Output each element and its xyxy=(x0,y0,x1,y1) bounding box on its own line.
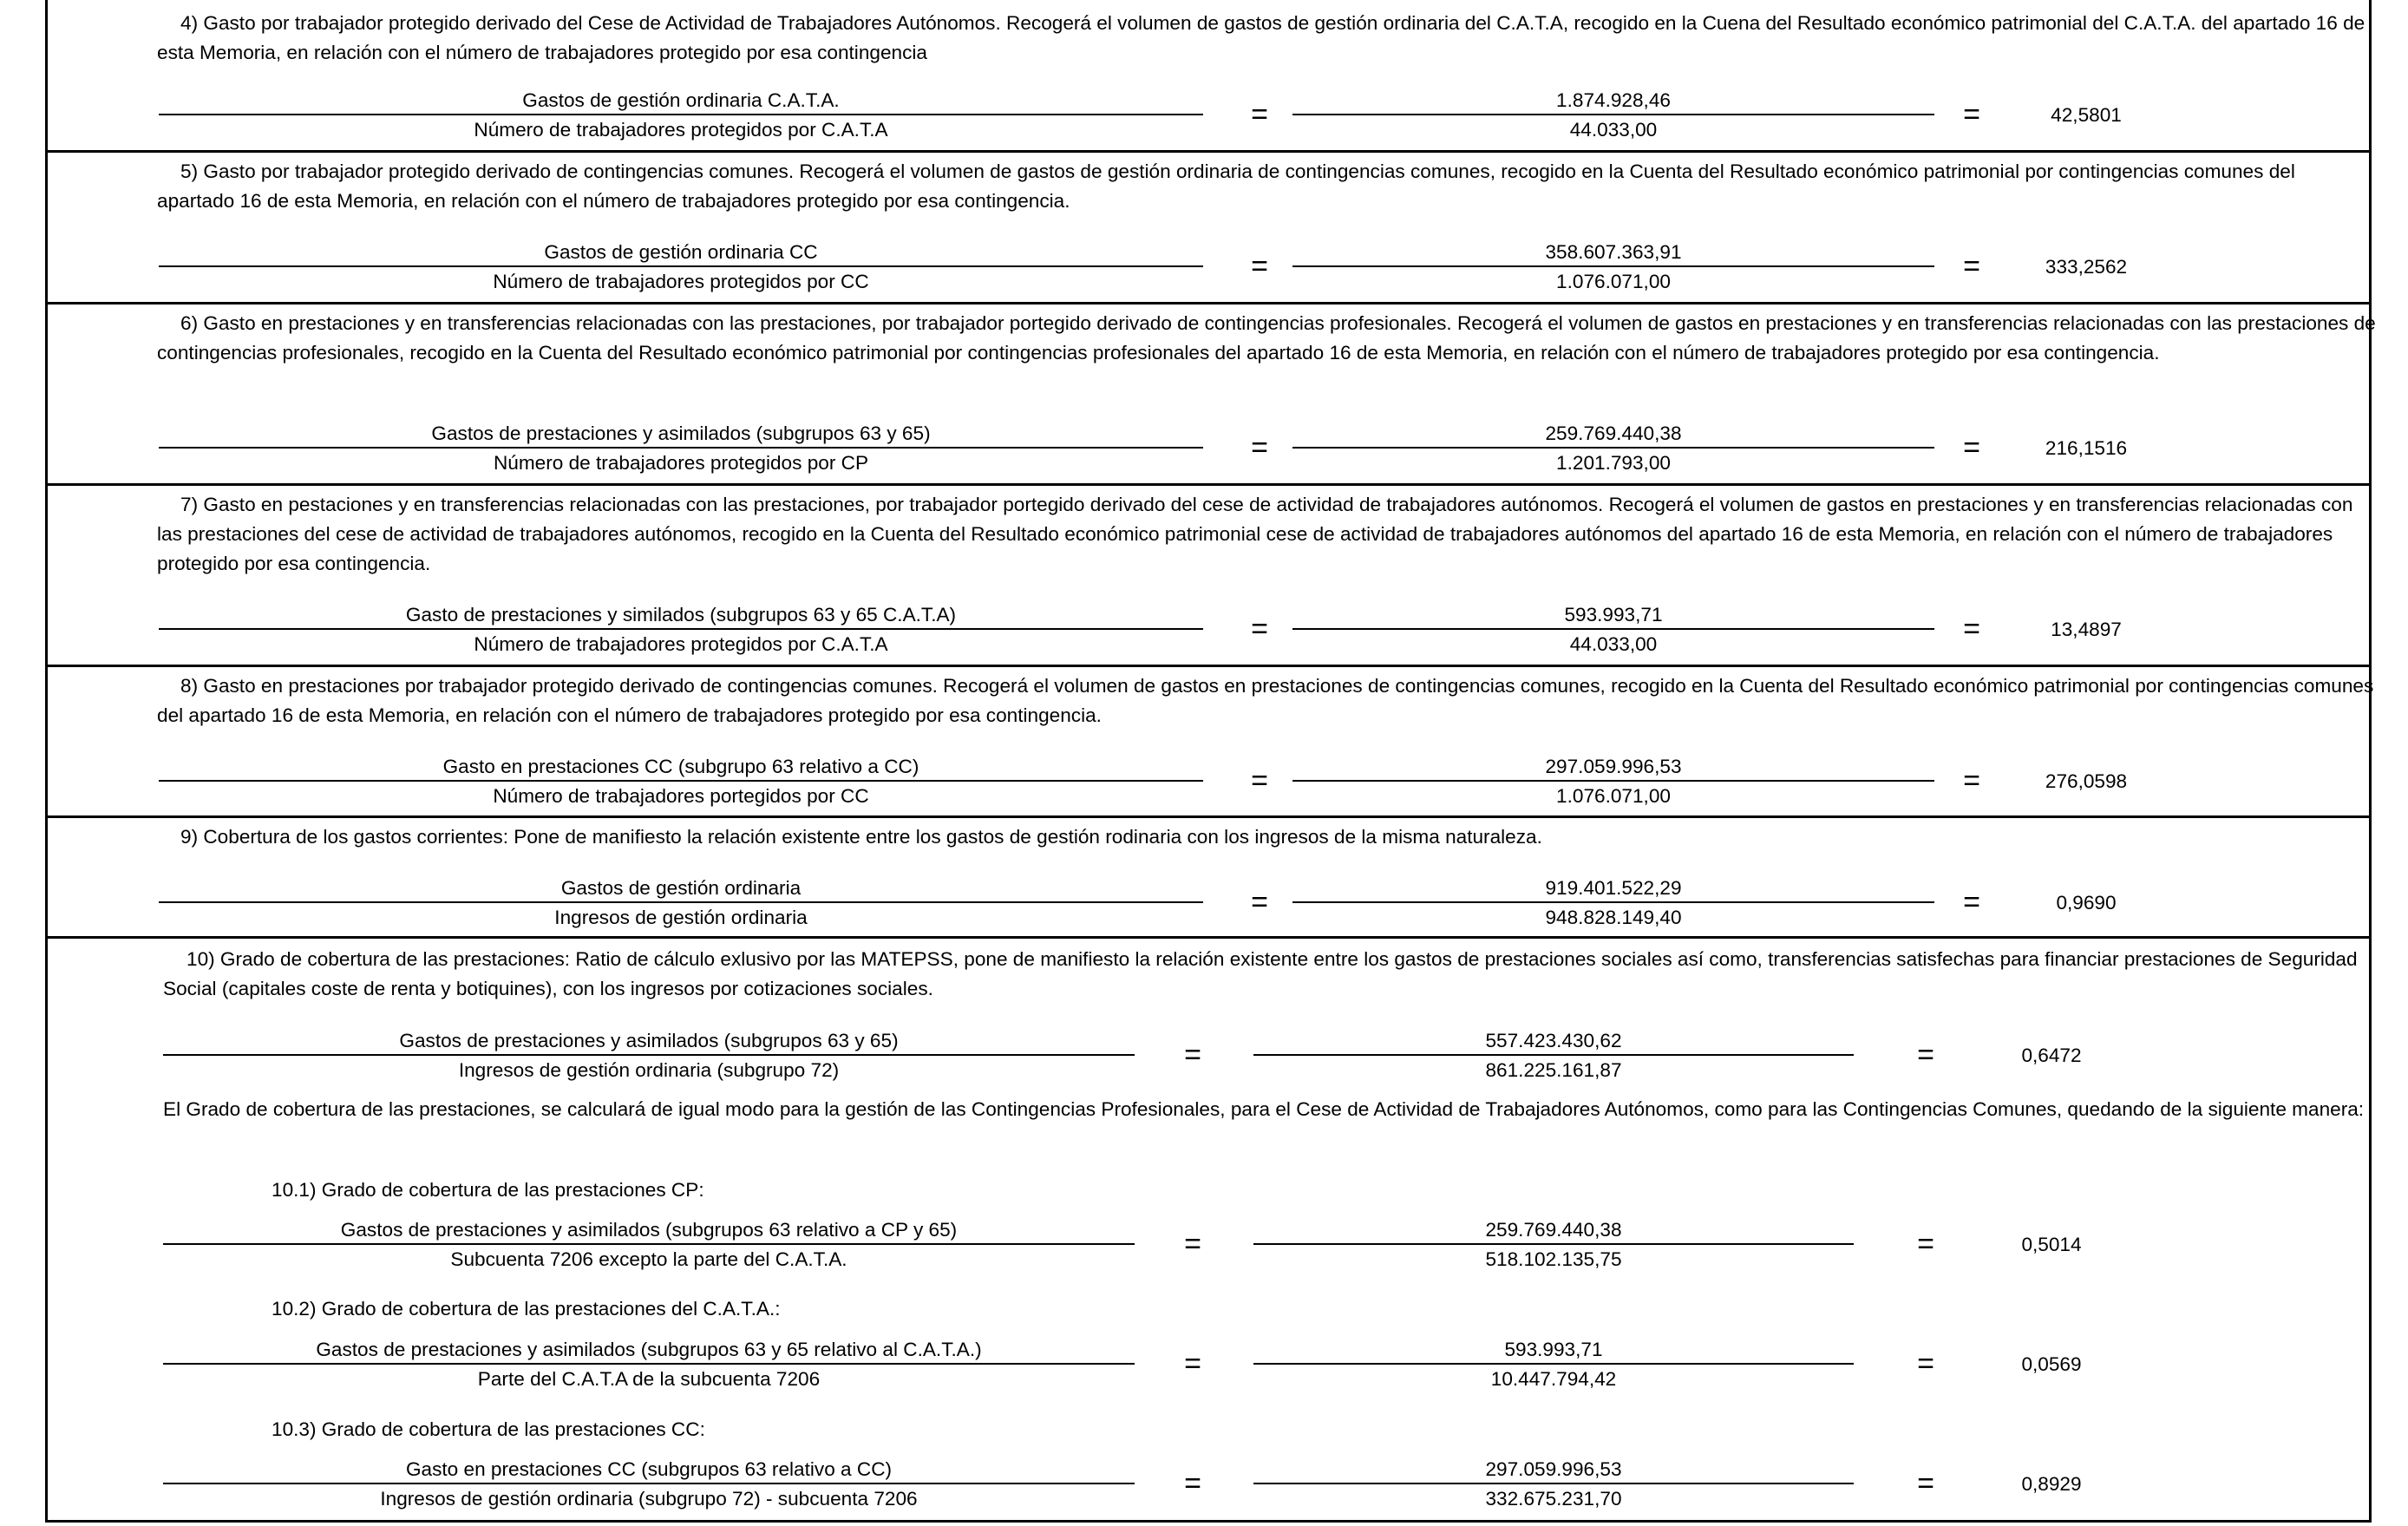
fraction-bar xyxy=(1253,1243,1854,1245)
indicator-section xyxy=(48,0,2369,153)
equals-sign: = xyxy=(1251,250,1268,283)
numerator-label: Gastos de prestaciones y asimilados (subgrupos 63 y 65) xyxy=(431,422,931,444)
indicator-description: 9) Cobertura de los gastos corrientes: Pone de manifiesto la relación existente entre los gastos de gestión rodinaria con los ingresos de la misma naturaleza. xyxy=(180,826,1542,848)
numerator-label: Gastos de prestaciones y asimilados (subgrupos 63 y 65) xyxy=(399,1030,899,1051)
indicator-section xyxy=(48,818,2369,939)
equals-sign: = xyxy=(1251,612,1268,645)
denominator-value: 10.447.794,42 xyxy=(1490,1368,1617,1390)
fraction-bar xyxy=(163,1243,1135,1245)
ratio-result: 13,4897 xyxy=(2051,619,2122,640)
denominator-value: 1.076.071,00 xyxy=(1556,785,1671,807)
ratio-formula xyxy=(48,875,2369,931)
equals-sign: = xyxy=(1184,1228,1201,1261)
ratio-formula xyxy=(48,1457,2369,1512)
denominator-label: Parte del C.A.T.A de la subcuenta 7206 xyxy=(477,1368,821,1390)
ratio-result: 216,1516 xyxy=(2045,437,2128,459)
fraction-bar xyxy=(1292,628,1934,630)
numerator-label: Gastos de gestión ordinaria C.A.T.A. xyxy=(522,89,840,111)
fraction-bar xyxy=(1292,447,1934,449)
equals-sign: = xyxy=(1963,764,1980,797)
indicator-section xyxy=(48,667,2374,818)
coverage-note: El Grado de cobertura de las prestaciones, se calculará de igual modo para la gestión de las Contingencias Profesionales, para el Cese de Actividad de Trabajadores Autónomos, como para las Contingencias Comunes, quedando de la siguiente manera: xyxy=(163,1098,2365,1120)
numerator-label: Gasto en prestaciones CC (subgrupo 63 relativo a CC) xyxy=(442,756,919,777)
sub-indicator-title: 10.2) Grado de cobertura de las prestaciones del C.A.T.A.: xyxy=(272,1298,781,1320)
equals-sign: = xyxy=(1251,764,1268,797)
numerator-value: 1.874.928,46 xyxy=(1556,89,1671,111)
indicator-description: 4) Gasto por trabajador protegido derivado del Cese de Actividad de Trabajadores Autónomos. Recogerá el volumen de gastos de gestión ordinaria del C.A.T.A, recogido en la Cuena del Resultado económico patrimonial del C.A.T.A. del apartado 16 de esta Memoria, en relación con el número de trabajadores protegido por esa contingencia xyxy=(157,12,2365,63)
ratio-result: 333,2562 xyxy=(2045,256,2128,278)
equals-sign: = xyxy=(1917,1347,1934,1380)
fraction-bar xyxy=(163,1054,1135,1056)
equals-sign: = xyxy=(1251,886,1268,919)
numerator-value: 297.059.996,53 xyxy=(1485,1458,1622,1480)
denominator-label: Número de trabajadores protegidos por C.A.T.A xyxy=(474,633,888,655)
equals-sign: = xyxy=(1251,98,1268,131)
indicator-section-10 xyxy=(48,939,2369,1523)
denominator-value: 861.225.161,87 xyxy=(1485,1059,1622,1081)
denominator-label: Número de trabajadores protegidos por CC xyxy=(493,271,869,292)
equals-sign: = xyxy=(1963,886,1980,919)
numerator-value: 919.401.522,29 xyxy=(1545,877,1682,899)
numerator-value: 593.993,71 xyxy=(1564,604,1663,625)
sub-indicator-title: 10.3) Grado de cobertura de las prestaciones CC: xyxy=(272,1418,705,1440)
ratio-formula xyxy=(48,421,2369,476)
indicator-description: 6) Gasto en prestaciones y en transferencias relacionadas con las prestaciones, por trabajador portegido derivado de contingencias profesionales. Recogerá el volumen de gastos en prestaciones y en transferencias relacionadas con las prestaciones de contingencias profesionales, recogido en la Cuenta del Resultado económico patrimonial por contingencias profesionales del apartado 16 de esta Memoria, en relación con el número de trabajadores protegido por esa contingencia. xyxy=(157,312,2376,363)
denominator-value: 44.033,00 xyxy=(1569,633,1658,655)
equals-sign: = xyxy=(1917,1038,1934,1071)
numerator-value: 358.607.363,91 xyxy=(1545,241,1682,263)
document-page xyxy=(45,0,2376,1523)
ratio-formula xyxy=(48,239,2369,295)
equals-sign: = xyxy=(1184,1467,1201,1500)
ratio-result: 0,9690 xyxy=(2056,892,2117,914)
denominator-value: 948.828.149,40 xyxy=(1545,907,1682,928)
ratio-formula xyxy=(48,602,2369,658)
ratio-formula xyxy=(48,1337,2369,1392)
denominator-value: 518.102.135,75 xyxy=(1485,1248,1622,1270)
numerator-label: Gastos de prestaciones y asimilados (subgrupos 63 y 65 relativo al C.A.T.A.) xyxy=(316,1339,982,1360)
denominator-label: Ingresos de gestión ordinaria xyxy=(554,907,808,928)
equals-sign: = xyxy=(1963,250,1980,283)
equals-sign: = xyxy=(1184,1347,1201,1380)
ratio-result: 42,5801 xyxy=(2051,104,2122,126)
equals-sign: = xyxy=(1917,1228,1934,1261)
fraction-bar xyxy=(1292,901,1934,903)
ratio-result: 0,6472 xyxy=(2021,1045,2082,1066)
fraction-bar xyxy=(1292,265,1934,267)
equals-sign: = xyxy=(1963,431,1980,464)
fraction-bar xyxy=(1292,114,1934,115)
fraction-bar xyxy=(159,901,1203,903)
indicator-section xyxy=(48,305,2376,486)
indicator-description: 5) Gasto por trabajador protegido derivado de contingencias comunes. Recogerá el volumen de gastos de gestión ordinaria de contingencias comunes, recogido en la Cuenta del Resultado económico patrimonial por contingencias comunes del apartado 16 de esta Memoria, en relación con el número de trabajadores protegido por esa contingencia. xyxy=(157,160,2295,212)
denominator-label: Número de trabajadores protegidos por CP xyxy=(493,452,869,474)
ratio-result: 0,0569 xyxy=(2021,1353,2082,1375)
ratio-formula xyxy=(48,1028,2369,1084)
equals-sign: = xyxy=(1251,431,1268,464)
indicator-description: 7) Gasto en pestaciones y en transferencias relacionadas con las prestaciones, por trabajador portegido derivado del cese de actividad de trabajadores autónomos. Recogerá el volumen de gastos en prestaciones y en transferencias relacionadas con las prestaciones del cese de actividad de trabajadores autónomos, recogido en la Cuenta del Resultado económico patrimonial cese de actividad de trabajadores autónomos del apartado 16 de esta Memoria, en relación con el número de trabajadores protegido por esa contingencia. xyxy=(157,494,2353,574)
numerator-value: 297.059.996,53 xyxy=(1545,756,1682,777)
equals-sign: = xyxy=(1184,1038,1201,1071)
sub-indicator-title: 10.1) Grado de cobertura de las prestaciones CP: xyxy=(272,1179,704,1201)
ratio-result: 276,0598 xyxy=(2045,770,2128,792)
numerator-value: 259.769.440,38 xyxy=(1545,422,1682,444)
fraction-bar xyxy=(1253,1054,1854,1056)
ratio-formula xyxy=(48,1217,2369,1273)
numerator-label: Gastos de gestión ordinaria xyxy=(560,877,802,899)
indicator-description: 10) Grado de cobertura de las prestaciones: Ratio de cálculo exlusivo por las MATEPSS, pone de manifiesto la relación existente entre los gastos de prestaciones sociales así como, transferencias satisfechas para financiar prestaciones de Seguridad Social (capitales coste de renta y botiquines), con los ingresos por cotizaciones sociales. xyxy=(163,948,2358,999)
fraction-bar xyxy=(163,1483,1135,1484)
denominator-label: Número de trabajadores portegidos por CC xyxy=(493,785,869,807)
numerator-label: Gastos de gestión ordinaria CC xyxy=(544,241,818,263)
fraction-bar xyxy=(163,1363,1135,1365)
fraction-bar xyxy=(1292,780,1934,782)
equals-sign: = xyxy=(1917,1467,1934,1500)
numerator-value: 593.993,71 xyxy=(1504,1339,1603,1360)
ratio-formula xyxy=(48,754,2369,809)
equals-sign: = xyxy=(1963,98,1980,131)
numerator-value: 259.769.440,38 xyxy=(1485,1219,1622,1241)
denominator-label: Subcuenta 7206 excepto la parte del C.A.T.A. xyxy=(450,1248,847,1270)
fraction-bar xyxy=(159,447,1203,449)
fraction-bar xyxy=(1253,1363,1854,1365)
fraction-bar xyxy=(159,780,1203,782)
fraction-bar xyxy=(159,265,1203,267)
denominator-value: 44.033,00 xyxy=(1569,119,1658,141)
numerator-value: 557.423.430,62 xyxy=(1485,1030,1622,1051)
denominator-value: 1.076.071,00 xyxy=(1556,271,1671,292)
ratio-result: 0,8929 xyxy=(2021,1473,2082,1495)
equals-sign: = xyxy=(1963,612,1980,645)
denominator-label: Ingresos de gestión ordinaria (subgrupo 72) - subcuenta 7206 xyxy=(380,1488,918,1510)
fraction-bar xyxy=(1253,1483,1854,1484)
indicator-section xyxy=(48,486,2369,667)
denominator-value: 1.201.793,00 xyxy=(1556,452,1671,474)
indicator-description: 8) Gasto en prestaciones por trabajador protegido derivado de contingencias comunes. Recogerá el volumen de gastos en prestaciones de contingencias comunes, recogido en la Cuenta del Resultado económico patrimonial por contingencias comunes del apartado 16 de esta Memoria, en relación con el número de trabajadores protegido por esa contingencia. xyxy=(157,675,2374,726)
numerator-label: Gasto de prestaciones y similados (subgrupos 63 y 65 C.A.T.A) xyxy=(405,604,957,625)
numerator-label: Gastos de prestaciones y asimilados (subgrupos 63 relativo a CP y 65) xyxy=(340,1219,958,1241)
ratio-formula xyxy=(48,88,2369,143)
fraction-bar xyxy=(159,628,1203,630)
denominator-label: Ingresos de gestión ordinaria (subgrupo 72) xyxy=(458,1059,840,1081)
indicator-section xyxy=(48,153,2369,305)
denominator-label: Número de trabajadores protegidos por C.A.T.A xyxy=(474,119,888,141)
numerator-label: Gasto en prestaciones CC (subgrupos 63 relativo a CC) xyxy=(405,1458,893,1480)
ratio-result: 0,5014 xyxy=(2021,1234,2082,1255)
fraction-bar xyxy=(159,114,1203,115)
denominator-value: 332.675.231,70 xyxy=(1485,1488,1622,1510)
